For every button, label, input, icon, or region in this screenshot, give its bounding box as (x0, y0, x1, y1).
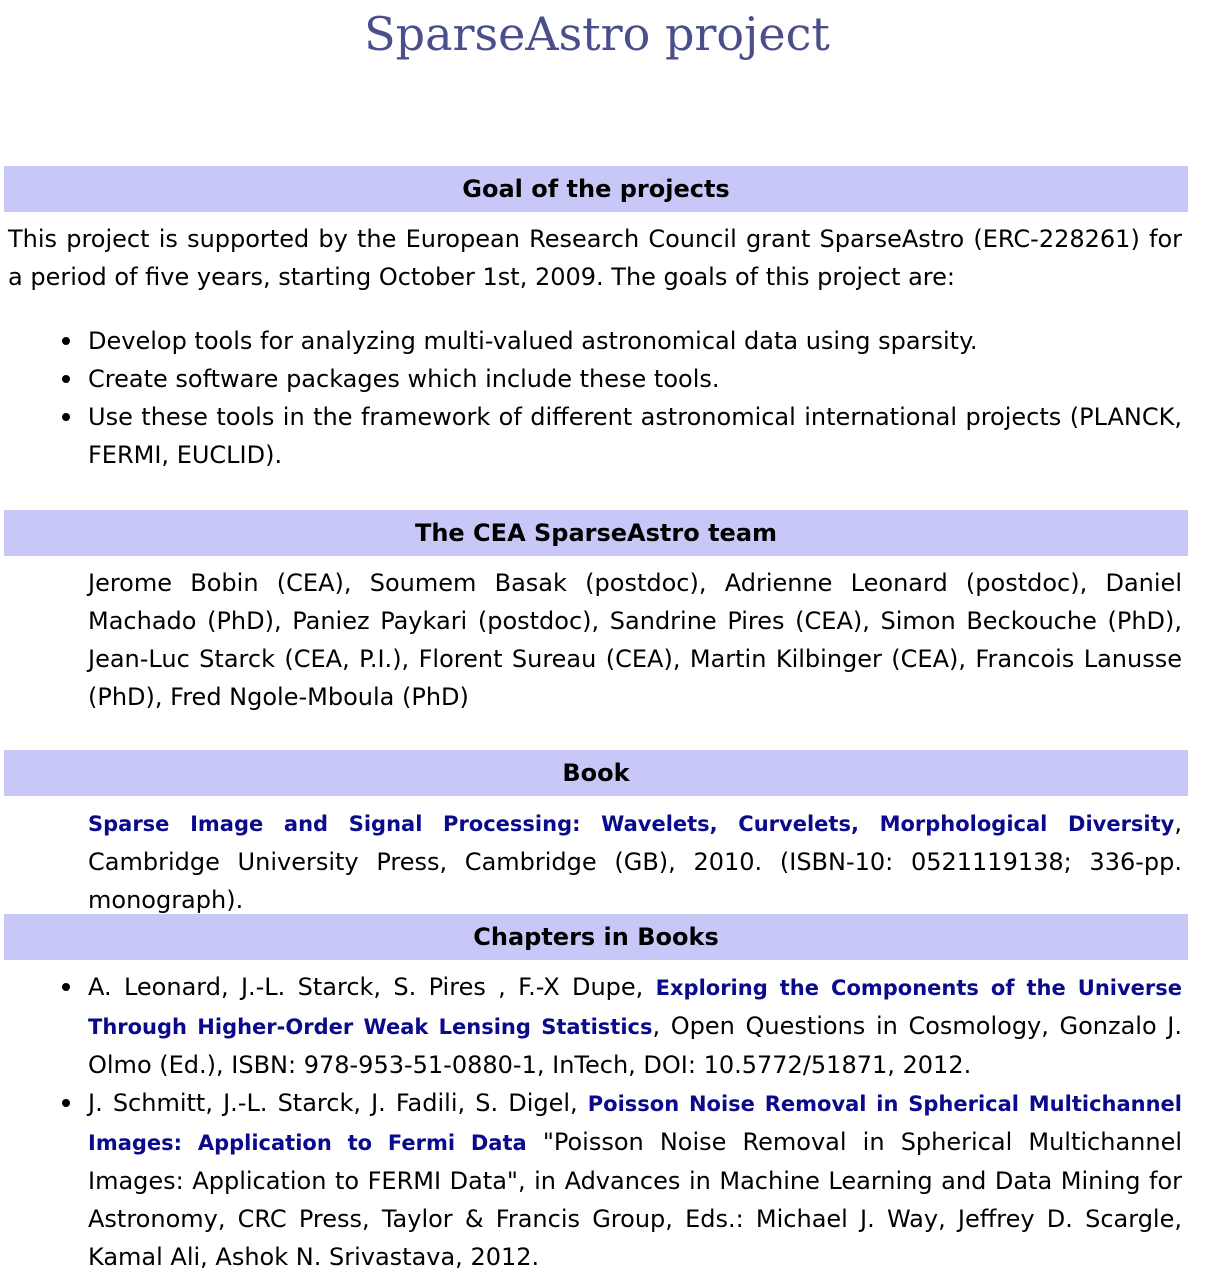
book-title-link[interactable]: Sparse Image and Signal Processing: Wavelets, Curvelets, Morphological Diversity (88, 812, 1175, 836)
goal-item: Develop tools for analyzing multi-valued astronomical data using sparsity. (88, 322, 1182, 360)
goal-item: Create software packages which include these tools. (88, 360, 1182, 398)
book-entry (88, 804, 1182, 919)
goal-intro: This project is supported by the European Research Council grant SparseAstro (ERC-228261) for a period of five years, starting October 1st, 2009. The goals of this project are: (8, 225, 1182, 291)
chapter-authors: A. Leonard, J.-L. Starck, S. Pires , F.-X Dupe, (88, 973, 656, 1001)
section-header-chapters: Chapters in Books (4, 914, 1188, 960)
page-title: SparseAstro project (364, 7, 830, 61)
goal-item: Use these tools in the framework of different astronomical international projects (PLANCK, FERMI, EUCLID). (88, 398, 1182, 474)
chapter-title-link[interactable]: Poisson Noise Removal in Spherical Multichannel Images: Application to Fermi Data (88, 1092, 1182, 1155)
chapter-details: "Poisson Noise Removal in Spherical Multichannel Images: Application to FERMI Data", in Advances in Machine Learning and Data Mining for Astronomy, CRC Press, Taylor & Francis Group, Eds.: Michael J. Way, Jeffrey D. Scargle, Kamal Ali, Ashok N. Srivastava, 2012. (88, 1128, 1183, 1271)
section-header-goal: Goal of the projects (4, 166, 1188, 212)
chapter-details: , Open Questions in Cosmology, Gonzalo J. Olmo (Ed.), ISBN: 978-953-51-0880-1, InTech, DOI: 10.5772/51871, 2012. (88, 1012, 1182, 1079)
section-header-book: Book (4, 750, 1188, 796)
goal-list (88, 322, 1182, 474)
section-header-team: The CEA SparseAstro team (4, 510, 1188, 556)
chapter-item (88, 1084, 1182, 1276)
chapter-title-link[interactable]: Exploring the Components of the Universe Through Higher-Order Weak Lensing Statistics (88, 976, 1182, 1039)
book-details: , Cambridge University Press, Cambridge (GB), 2010. (ISBN-10: 0521119138; 336-pp. monograph). (88, 809, 1182, 914)
team-members: Jerome Bobin (CEA), Soumem Basak (postdoc), Adrienne Leonard (postdoc), Daniel Machado (PhD), Paniez Paykari (postdoc), Sandrine Pires (CEA), Simon Beckouche (PhD), Jean-Luc Starck (CEA, P.I.), Florent Sureau (CEA), Martin Kilbinger (CEA), Francois Lanusse (PhD), Fred Ngole-Mboula (PhD) (88, 569, 1182, 711)
chapter-item (88, 968, 1182, 1084)
chapters-list (88, 968, 1182, 1276)
chapter-authors: J. Schmitt, J.-L. Starck, J. Fadili, S. Digel, (88, 1089, 588, 1117)
